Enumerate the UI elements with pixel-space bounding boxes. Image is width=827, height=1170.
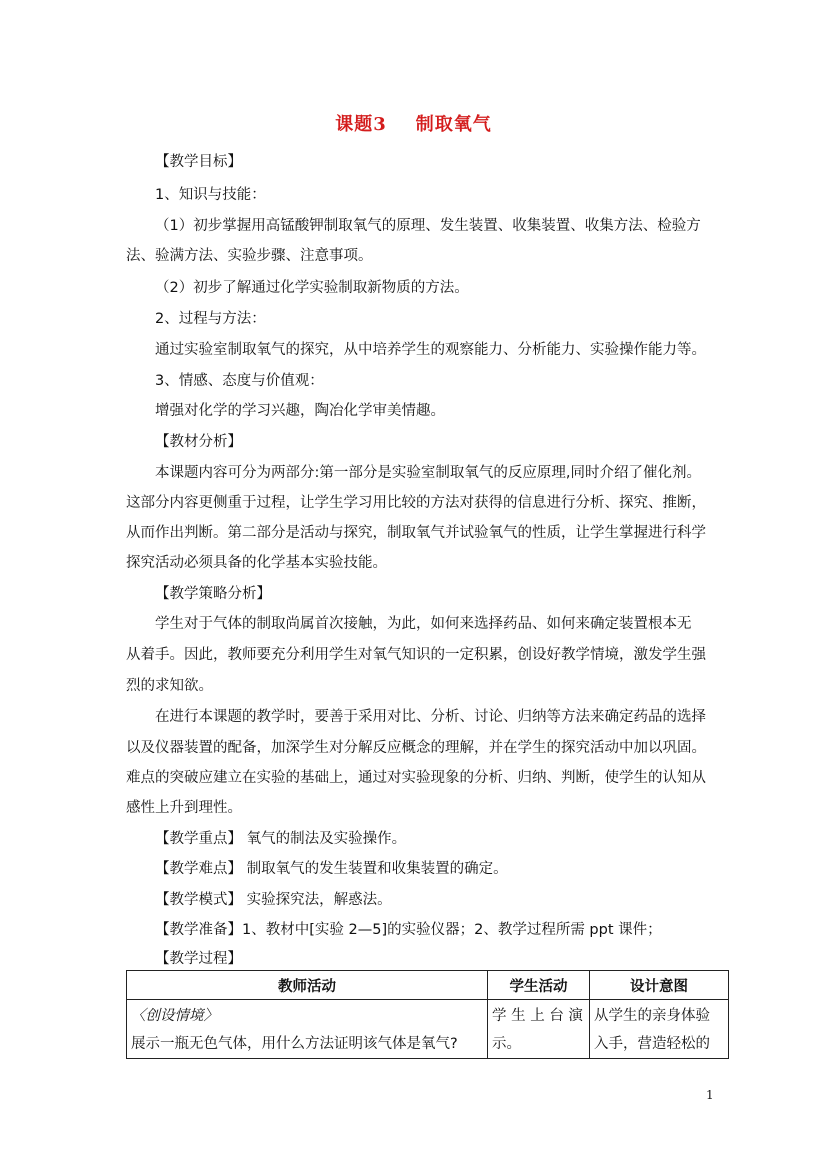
page-number: 1 <box>706 1088 714 1102</box>
design-intent-cell <box>590 1000 729 1059</box>
text-line: 在进行本课题的教学时，要善于采用对比、分析、讨论、归纳等方法来确定药品的选择 <box>155 709 706 725</box>
student-activity-text: 示。 <box>492 1036 521 1052</box>
text-line: 从着手。因此，教师要充分利用学生对氧气知识的一定积累，创设好教学情境，激发学生强 <box>126 647 706 663</box>
text-line: （1）初步掌握用高锰酸钾制取氧气的原理、发生装置、收集装置、收集方法、检验方 <box>155 218 701 234</box>
section-heading-strategy: 【教学策略分析】 <box>155 586 271 602</box>
text-line: 学生对于气体的制取尚属首次接触，为此，如何来选择药品、如何来确定装置根本无 <box>155 616 692 632</box>
student-activity-cell <box>488 1000 590 1059</box>
difficult-points: 【教学难点】 制取氧气的发生装置和收集装置的确定。 <box>155 861 508 877</box>
text-line: 以及仪器装置的配备，加深学生对分解反应概念的理解，并在学生的探究活动中加以巩固。 <box>126 740 706 756</box>
text-line: 感性上升到理性。 <box>126 800 242 816</box>
text-line: 通过实验室制取氧气的探究，从中培养学生的观察能力、分析能力、实验操作能力等。 <box>155 342 706 358</box>
page-title: 课题3 制取氧气 <box>335 114 492 135</box>
section-heading-process: 【教学过程】 <box>155 951 242 967</box>
text-line: 本课题内容可分为两部分:第一部分是实验室制取氧气的反应原理,同时介绍了催化剂。 <box>155 465 701 481</box>
table-header-row <box>127 971 729 1000</box>
table-row <box>127 1000 729 1059</box>
section-heading-analysis: 【教材分析】 <box>155 434 242 450</box>
text-line: 法、验满方法、实验步骤、注意事项。 <box>126 248 373 264</box>
header-student-activity: 学生活动 <box>488 971 590 1000</box>
text-line: 1、知识与技能： <box>155 187 266 203</box>
text-line: 难点的突破应建立在实验的基础上，通过对实验现象的分析、归纳、判断，使学生的认知从 <box>126 770 706 786</box>
header-design-intent: 设计意图 <box>590 971 729 1000</box>
student-activity-text: 学 生 上 台 演 <box>492 1008 583 1024</box>
teaching-preparation: 【教学准备】1、教材中[实验 2—5]的实验仪器；2、教学过程所需 ppt 课件； <box>155 922 662 938</box>
header-teacher-activity: 教师活动 <box>127 971 488 1000</box>
text-line: （2）初步了解通过化学实验制取新物质的方法。 <box>155 280 469 296</box>
design-intent-text: 从学生的亲身体验 <box>594 1008 710 1024</box>
text-line: 增强对化学的学习兴趣，陶冶化学审美情趣。 <box>155 403 445 419</box>
text-line: 从而作出判断。第二部分是活动与探究，制取氧气并试验氧气的性质，让学生掌握进行科学 <box>126 525 706 541</box>
text-line: 烈的求知欲。 <box>126 678 213 694</box>
teacher-activity-text: 展示一瓶无色气体，用什么方法证明该气体是氧气? <box>131 1036 458 1052</box>
section-heading-objectives: 【教学目标】 <box>155 154 242 170</box>
scenario-label: 〈创设情境〉 <box>131 1008 218 1024</box>
key-points: 【教学重点】 氧气的制法及实验操作。 <box>155 831 407 847</box>
text-line: 2、过程与方法： <box>155 311 266 327</box>
teaching-mode: 【教学模式】 实验探究法，解惑法。 <box>155 892 392 908</box>
text-line: 3、情感、态度与价值观： <box>155 373 324 389</box>
text-line: 这部分内容更侧重于过程，让学生学习用比较的方法对获得的信息进行分析、探究、推断， <box>126 495 706 511</box>
teacher-activity-cell <box>127 1000 488 1059</box>
text-line: 探究活动必须具备的化学基本实验技能。 <box>126 555 387 571</box>
teaching-process-table <box>126 970 729 1059</box>
design-intent-text: 入手，营造轻松的 <box>594 1036 710 1052</box>
